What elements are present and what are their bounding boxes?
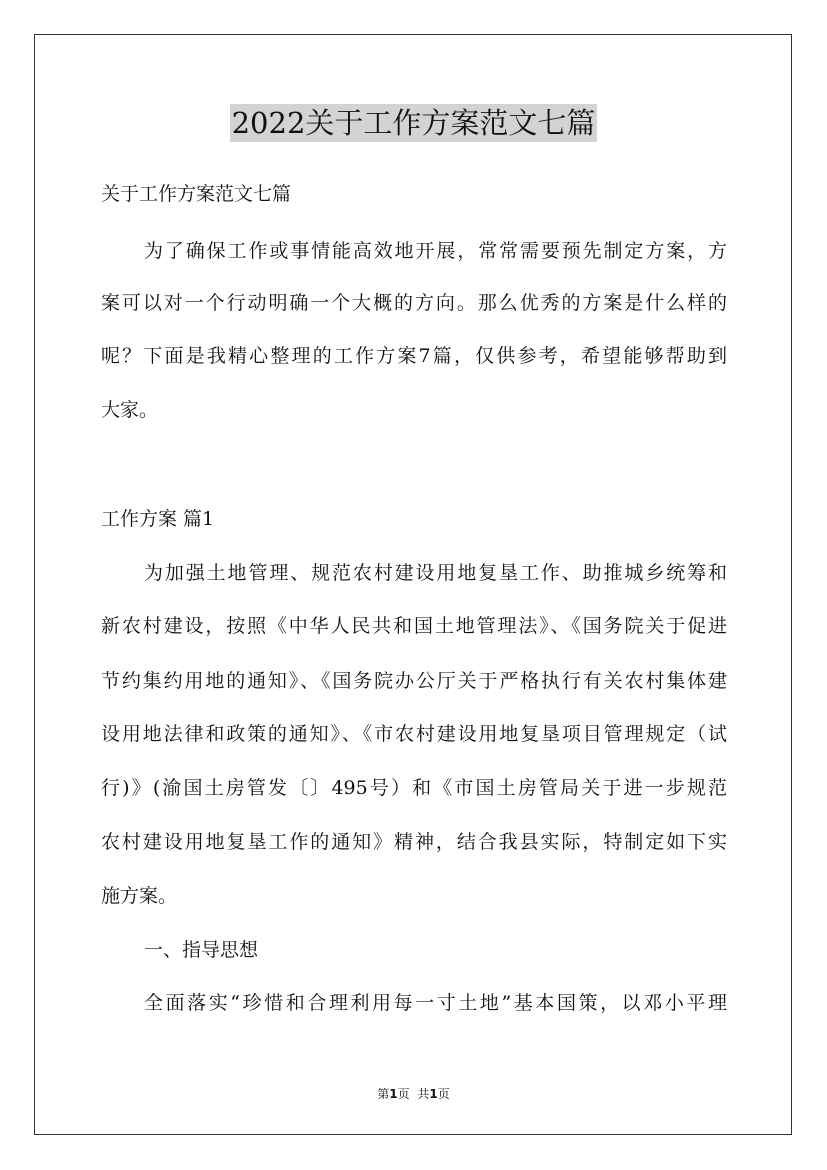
intro-line-1: 为了确保工作或事情能高效地开展，常常需要预先制定方案，方 (144, 240, 727, 262)
section-heading: 工作方案 篇1 (101, 508, 215, 530)
subheading: 一、指导思想 (144, 939, 259, 961)
body-last-line: 全面落实“珍惜和合理利用每一寸土地”基本国策，以邓小平理 (144, 992, 727, 1014)
body-line-7: 施方案。 (101, 885, 178, 907)
body-line-3: 节约集约用地的通知》、《国务院办公厅关于严格执行有关农村集体建 (101, 670, 727, 692)
body-line-1: 为加强土地管理、规范农村建设用地复垦工作、助推城乡统筹和 (144, 562, 727, 584)
intro-line-3: 呢？下面是我精心整理的工作方案7篇，仅供参考，希望能够帮助到 (101, 345, 727, 367)
footer-page-number: 1 (389, 1087, 398, 1101)
footer-page-suffix: 页 (397, 1087, 410, 1101)
body-line-2: 新农村建设，按照《中华人民共和国土地管理法》、《国务院关于促进 (101, 615, 727, 637)
document-title: 2022关于工作方案范文七篇 (231, 106, 596, 140)
page-footer (0, 1086, 827, 1102)
body-line-5: 行)》(渝国土房管发〔〕495号）和《市国土房管局关于进一步规范 (101, 777, 727, 799)
footer-total-prefix: 共 (417, 1087, 430, 1101)
footer-page-prefix: 第 (377, 1087, 390, 1101)
footer-total-suffix: 页 (437, 1087, 450, 1101)
title-container (0, 104, 827, 142)
body-line-6: 农村建设用地复垦工作的通知》精神，结合我县实际，特制定如下实 (101, 831, 727, 853)
body-line-4: 设用地法律和政策的通知》、《市农村建设用地复垦项目管理规定（试 (101, 723, 727, 745)
footer-total-number: 1 (429, 1087, 438, 1101)
intro-line-4: 大家。 (101, 399, 159, 421)
intro-line-2: 案可以对一个行动明确一个大概的方向。那么优秀的方案是什么样的 (101, 292, 727, 314)
document-subtitle: 关于工作方案范文七篇 (101, 183, 292, 205)
